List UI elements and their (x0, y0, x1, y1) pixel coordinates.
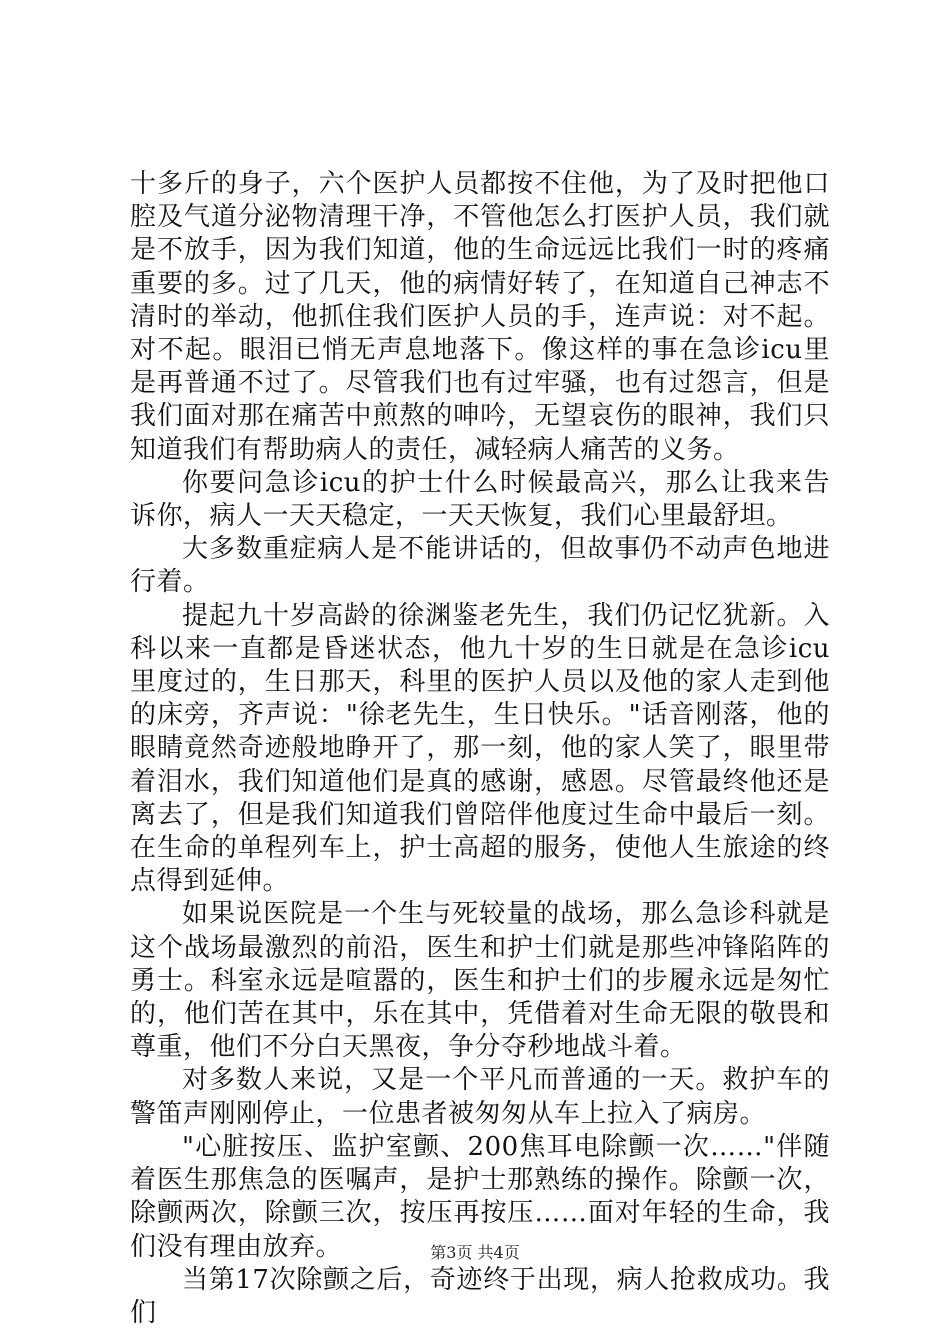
page-footer: 第3页 共4页 (430, 1243, 520, 1262)
paragraph-continued: 十多斤的身子，六个医护人员都按不住他，为了及时把他口腔及气道分泌物清理干净，不管他怎么打医护人员，我们就是不放手，因为我们知道，他的生命远远比我们一时的疼痛重要的多。过了几天，他的病情好转了，在知道自己神志不清时的举动，他抓住我们医护人员的手，连声说：对不起。对不起。眼泪已悄无声息地落下。像这样的事在急诊icu里是再普通不过了。尽管我们也有过牢骚，也有过怨言，但是我们面对那在痛苦中煎熬的呻吟，无望哀伤的眼神，我们只知道我们有帮助病人的责任，减轻病人痛苦的义务。 (130, 169, 830, 465)
paragraph: 对多数人来说，又是一个平凡而普通的一天。救护车的警笛声刚刚停止，一位患者被匆匆从车上拉入了病房。 (130, 1065, 830, 1129)
paragraph: "心脏按压、监护室颤、200焦耳电除颤一次……"伴随着医生那焦急的医嘱声，是护士那熟练的操作。除颤一次，除颤两次，除颤三次，按压再按压……面对年轻的生命，我们没有理由放弃。 (130, 1131, 830, 1262)
paragraph: 如果说医院是一个生与死较量的战场，那么急诊科就是这个战场最激烈的前沿，医生和护士们就是那些冲锋陷阵的勇士。科室永远是喧嚣的，医生和护士们的步履永远是匆忙的，他们苦在其中，乐在其中，凭借着对生命无限的敬畏和尊重，他们不分白天黑夜，争分夺秒地战斗着。 (130, 899, 830, 1063)
paragraph: 提起九十岁高龄的徐渊鉴老先生，我们仍记忆犹新。入科以来一直都是昏迷状态，他九十岁的生日就是在急诊icu里度过的，生日那天，科里的医护人员以及他的家人走到他的床旁，齐声说："徐老先生，生日快乐。"话音刚落，他的眼睛竟然奇迹般地睁开了，那一刻，他的家人笑了，眼里带着泪水，我们知道他们是真的感谢，感恩。尽管最终他还是离去了，但是我们知道我们曾陪伴他度过生命中最后一刻。在生命的单程列车上，护士高超的服务，使他人生旅途的终点得到延伸。 (130, 600, 830, 897)
paragraph: 当第17次除颤之后，奇迹终于出现，病人抢救成功。我们 (130, 1264, 830, 1328)
body-text (130, 168, 830, 1330)
paragraph: 大多数重症病人是不能讲话的，但故事仍不动声色地进行着。 (130, 534, 830, 598)
paragraph: 你要问急诊icu的护士什么时候最高兴，那么让我来告诉你，病人一天天稳定，一天天恢复，我们心里最舒坦。 (130, 467, 830, 532)
